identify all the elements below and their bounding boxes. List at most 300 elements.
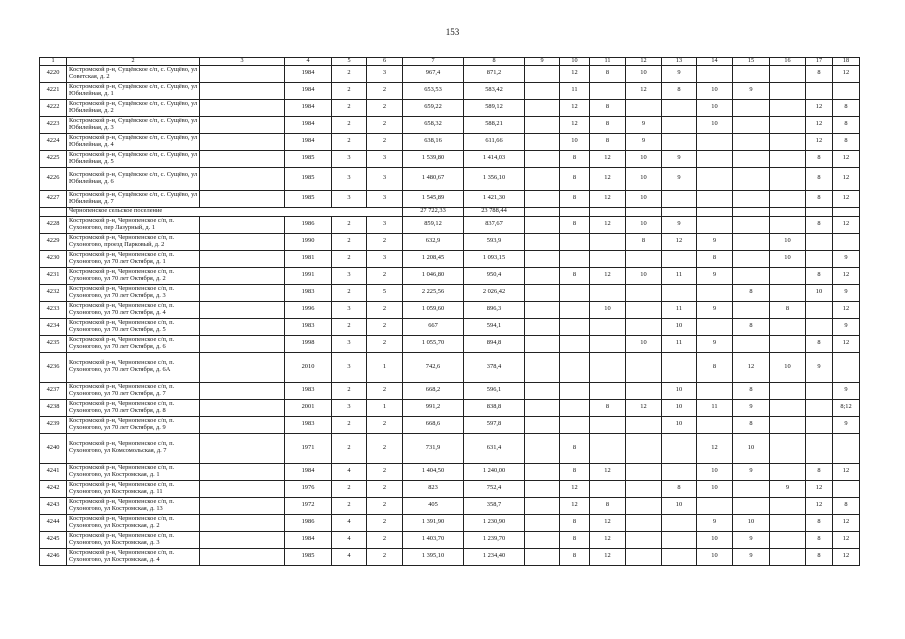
value-cell: 8 [697, 250, 733, 267]
value-cell: 1983 [285, 318, 332, 335]
value-cell [200, 65, 285, 82]
value-cell [626, 497, 662, 514]
value-cell: 11 [662, 267, 697, 284]
value-cell: 9 [697, 335, 733, 352]
value-cell: 1972 [285, 497, 332, 514]
value-cell [626, 284, 662, 301]
value-cell [200, 416, 285, 433]
value-cell: 10 [626, 216, 662, 233]
value-cell [733, 99, 770, 116]
value-cell [770, 99, 806, 116]
value-cell: 597,8 [464, 416, 525, 433]
value-cell [200, 399, 285, 416]
value-cell: 8 [806, 463, 833, 480]
value-cell: 1983 [285, 382, 332, 399]
value-cell: 12 [806, 497, 833, 514]
value-cell: 871,2 [464, 65, 525, 82]
value-cell: 3 [332, 267, 367, 284]
row-number-cell: 4233 [40, 301, 67, 318]
value-cell: 1971 [285, 433, 332, 463]
value-cell [662, 433, 697, 463]
value-cell [662, 250, 697, 267]
value-cell [560, 416, 590, 433]
value-cell [200, 382, 285, 399]
value-cell: 668,2 [403, 382, 464, 399]
value-cell [525, 99, 560, 116]
value-cell: 12 [833, 463, 860, 480]
value-cell: 10 [626, 167, 662, 190]
table-row [40, 190, 860, 207]
value-cell: 8 [806, 267, 833, 284]
value-cell [806, 233, 833, 250]
value-cell: 1 093,15 [464, 250, 525, 267]
value-cell [626, 250, 662, 267]
value-cell: 731,9 [403, 433, 464, 463]
value-cell [733, 190, 770, 207]
value-cell: 8 [560, 167, 590, 190]
value-cell: 2 [367, 548, 403, 565]
value-cell: 12 [833, 150, 860, 167]
value-cell: 1 240,00 [464, 463, 525, 480]
value-cell [200, 514, 285, 531]
value-cell: 9 [833, 250, 860, 267]
value-cell: 9 [662, 167, 697, 190]
value-cell: 12 [697, 433, 733, 463]
value-cell [770, 318, 806, 335]
value-cell [733, 150, 770, 167]
address-cell: Костромской р-н, Чернопенское с/п, п. Сухоногово, ул 70 лет Октября, д. 3 [67, 284, 200, 301]
value-cell [200, 284, 285, 301]
row-number-cell: 4246 [40, 548, 67, 565]
value-cell [200, 531, 285, 548]
column-number-cell: 8 [464, 58, 525, 66]
value-cell: 583,42 [464, 82, 525, 99]
column-number-row [40, 58, 860, 66]
value-cell [833, 233, 860, 250]
value-cell: 12 [590, 150, 626, 167]
group-empty-cell [560, 207, 590, 216]
value-cell [560, 352, 590, 382]
value-cell [560, 250, 590, 267]
value-cell [662, 99, 697, 116]
row-number-cell: 4238 [40, 399, 67, 416]
address-cell: Костромской р-н, Чернопенское с/п, п. Сухоногово, ул Комсомольская, д. 7 [67, 433, 200, 463]
value-cell: 12 [806, 116, 833, 133]
value-cell: 8 [697, 352, 733, 382]
value-cell: 12 [806, 99, 833, 116]
value-cell: 1983 [285, 416, 332, 433]
value-cell: 5 [367, 284, 403, 301]
column-number-cell: 4 [285, 58, 332, 66]
table-row [40, 433, 860, 463]
value-cell: 2 [332, 497, 367, 514]
value-cell [662, 531, 697, 548]
value-cell: 3 [332, 190, 367, 207]
value-cell [662, 514, 697, 531]
value-cell [662, 463, 697, 480]
value-cell [590, 250, 626, 267]
value-cell [833, 352, 860, 382]
value-cell [525, 233, 560, 250]
value-cell [560, 284, 590, 301]
table-row [40, 399, 860, 416]
value-cell [662, 190, 697, 207]
value-cell: 4 [332, 531, 367, 548]
value-cell: 12 [560, 497, 590, 514]
value-cell: 1 414,03 [464, 150, 525, 167]
address-cell: Костромской р-н, Сущёвское с/п, с. Сущёво, ул Юбилейная, д. 1 [67, 82, 200, 99]
value-cell: 12 [833, 531, 860, 548]
value-cell [525, 284, 560, 301]
column-number-cell: 17 [806, 58, 833, 66]
address-cell: Костромской р-н, Чернопенское с/п, п. Сухоногово, ул 70 лет Октября, д. 7 [67, 382, 200, 399]
value-cell [525, 133, 560, 150]
value-cell [200, 233, 285, 250]
address-cell: Костромской р-н, Чернопенское с/п, п. Сухоногово, ул 70 лет Октября, д. 6 [67, 335, 200, 352]
address-cell: Костромской р-н, Чернопенское с/п, п. Сухоногово, ул 70 лет Октября, д. 1 [67, 250, 200, 267]
value-cell: 2 [332, 116, 367, 133]
value-cell [200, 480, 285, 497]
value-cell [590, 82, 626, 99]
value-cell: 2 [332, 433, 367, 463]
value-cell: 12 [590, 167, 626, 190]
value-cell: 9 [733, 463, 770, 480]
group-empty-cell [626, 207, 662, 216]
value-cell: 8 [733, 284, 770, 301]
value-cell: 2 [367, 480, 403, 497]
value-cell: 1 208,45 [403, 250, 464, 267]
value-cell [806, 433, 833, 463]
group-empty-cell [662, 207, 697, 216]
value-cell [806, 250, 833, 267]
group-empty-cell [770, 207, 806, 216]
value-cell [525, 463, 560, 480]
value-cell: 9 [833, 382, 860, 399]
value-cell: 1 230,90 [464, 514, 525, 531]
value-cell: 2001 [285, 399, 332, 416]
value-cell [770, 116, 806, 133]
value-cell: 896,3 [464, 301, 525, 318]
value-cell: 1984 [285, 531, 332, 548]
value-cell: 1998 [285, 335, 332, 352]
value-cell: 9 [662, 150, 697, 167]
value-cell [626, 548, 662, 565]
value-cell: 8;12 [833, 399, 860, 416]
value-cell: 894,8 [464, 335, 525, 352]
value-cell: 10 [626, 150, 662, 167]
value-cell: 11 [697, 399, 733, 416]
value-cell: 837,67 [464, 216, 525, 233]
value-cell [770, 531, 806, 548]
row-number-cell: 4227 [40, 190, 67, 207]
table-row [40, 167, 860, 190]
value-cell [200, 150, 285, 167]
value-cell: 2 [367, 497, 403, 514]
row-number-cell: 4226 [40, 167, 67, 190]
value-cell: 8 [833, 99, 860, 116]
table-row [40, 150, 860, 167]
value-cell: 1991 [285, 267, 332, 284]
value-cell: 1985 [285, 167, 332, 190]
value-cell: 1 391,90 [403, 514, 464, 531]
value-cell: 11 [662, 335, 697, 352]
value-cell: 10 [733, 433, 770, 463]
column-number-cell: 11 [590, 58, 626, 66]
page-number: 153 [445, 27, 460, 37]
address-cell: Костромской р-н, Чернопенское с/п, п. Сухоногово, проезд Парковый, д. 2 [67, 233, 200, 250]
value-cell: 8 [662, 480, 697, 497]
value-cell: 10 [697, 463, 733, 480]
value-cell [770, 133, 806, 150]
settlement-total-area: 27 722,33 [403, 207, 464, 216]
value-cell [560, 233, 590, 250]
value-cell: 9 [833, 318, 860, 335]
column-number-cell: 2 [67, 58, 200, 66]
value-cell: 1990 [285, 233, 332, 250]
value-cell [770, 416, 806, 433]
value-cell: 10 [590, 301, 626, 318]
value-cell [626, 514, 662, 531]
value-cell [525, 167, 560, 190]
value-cell [697, 318, 733, 335]
value-cell: 9 [733, 531, 770, 548]
value-cell: 8 [590, 399, 626, 416]
row-number-cell: 4221 [40, 82, 67, 99]
address-cell: Костромской р-н, Чернопенское с/п, п. Сухоногово, ул Костромская, д. 13 [67, 497, 200, 514]
value-cell: 8 [806, 514, 833, 531]
value-cell: 4 [332, 548, 367, 565]
value-cell: 11 [560, 82, 590, 99]
address-cell: Костромской р-н, Чернопенское с/п, п. Сухоногово, ул Костромская, д. 2 [67, 514, 200, 531]
value-cell [525, 150, 560, 167]
row-number-cell: 4245 [40, 531, 67, 548]
row-number-cell: 4222 [40, 99, 67, 116]
value-cell [525, 531, 560, 548]
table-row [40, 65, 860, 82]
value-cell: 8 [806, 65, 833, 82]
value-cell: 12 [833, 301, 860, 318]
column-number-cell: 12 [626, 58, 662, 66]
value-cell: 8 [626, 233, 662, 250]
table-row [40, 99, 860, 116]
value-cell: 1 059,60 [403, 301, 464, 318]
row-number-cell: 4230 [40, 250, 67, 267]
value-cell: 8 [662, 82, 697, 99]
value-cell: 12 [626, 399, 662, 416]
value-cell [200, 82, 285, 99]
value-cell [200, 216, 285, 233]
column-number-cell: 3 [200, 58, 285, 66]
value-cell [662, 548, 697, 565]
value-cell: 2 [332, 65, 367, 82]
group-empty-cell [590, 207, 626, 216]
row-number-cell: 4231 [40, 267, 67, 284]
value-cell: 9 [626, 133, 662, 150]
value-cell [626, 318, 662, 335]
value-cell: 1986 [285, 514, 332, 531]
value-cell: 10 [697, 82, 733, 99]
value-cell [806, 318, 833, 335]
group-empty-cell [525, 207, 560, 216]
table-row [40, 352, 860, 382]
value-cell [806, 399, 833, 416]
value-cell [525, 335, 560, 352]
value-cell: 2 [332, 133, 367, 150]
row-number-cell: 4225 [40, 150, 67, 167]
value-cell: 1 234,40 [464, 548, 525, 565]
group-empty-cell [40, 207, 67, 216]
table-row [40, 548, 860, 565]
value-cell [770, 267, 806, 284]
value-cell [697, 416, 733, 433]
row-number-cell: 4239 [40, 416, 67, 433]
value-cell: 3 [367, 216, 403, 233]
value-cell [733, 233, 770, 250]
value-cell: 1984 [285, 116, 332, 133]
value-cell: 2 [367, 463, 403, 480]
value-cell: 12 [833, 548, 860, 565]
value-cell: 1 239,70 [464, 531, 525, 548]
address-cell: Костромской р-н, Чернопенское с/п, п. Сухоногово, ул Костромская, д. 1 [67, 463, 200, 480]
value-cell: 1984 [285, 133, 332, 150]
value-cell [733, 267, 770, 284]
value-cell: 12 [626, 82, 662, 99]
value-cell [626, 99, 662, 116]
value-cell [200, 116, 285, 133]
value-cell [525, 497, 560, 514]
value-cell: 859,12 [403, 216, 464, 233]
value-cell [733, 133, 770, 150]
value-cell [590, 352, 626, 382]
value-cell: 2 [367, 531, 403, 548]
value-cell: 8 [733, 382, 770, 399]
value-cell: 588,21 [464, 116, 525, 133]
value-cell: 1 046,80 [403, 267, 464, 284]
value-cell [200, 433, 285, 463]
value-cell [733, 301, 770, 318]
value-cell: 991,2 [403, 399, 464, 416]
address-cell: Костромской р-н, Сущёвское с/п, с. Сущёво, ул Юбилейная, д. 3 [67, 116, 200, 133]
value-cell: 3 [332, 335, 367, 352]
row-number-cell: 4237 [40, 382, 67, 399]
value-cell [525, 382, 560, 399]
value-cell: 611,66 [464, 133, 525, 150]
value-cell: 1985 [285, 190, 332, 207]
column-number-cell: 1 [40, 58, 67, 66]
value-cell [833, 480, 860, 497]
value-cell [733, 480, 770, 497]
value-cell: 950,4 [464, 267, 525, 284]
value-cell [560, 335, 590, 352]
address-cell: Костромской р-н, Сущёвское с/п, с. Сущёво, ул Юбилейная, д. 2 [67, 99, 200, 116]
address-cell: Костромской р-н, Сущёвское с/п, с. Сущёво, ул Юбилейная, д. 6 [67, 167, 200, 190]
value-cell: 838,8 [464, 399, 525, 416]
housing-register-table [39, 57, 860, 566]
value-cell: 12 [833, 190, 860, 207]
value-cell [626, 352, 662, 382]
value-cell [590, 318, 626, 335]
value-cell [200, 167, 285, 190]
value-cell: 593,9 [464, 233, 525, 250]
table-row [40, 531, 860, 548]
value-cell: 1 539,80 [403, 150, 464, 167]
value-cell: 596,1 [464, 382, 525, 399]
address-cell: Костромской р-н, Чернопенское с/п, п. Сухоногово, ул 70 лет Октября, д. 2 [67, 267, 200, 284]
row-number-cell: 4220 [40, 65, 67, 82]
value-cell [806, 82, 833, 99]
address-cell: Костромской р-н, Чернопенское с/п, п. Сухоногово, ул Костромская, д. 3 [67, 531, 200, 548]
value-cell: 2 [367, 335, 403, 352]
value-cell: 9 [662, 65, 697, 82]
row-number-cell: 4242 [40, 480, 67, 497]
table-row [40, 250, 860, 267]
value-cell: 10 [662, 318, 697, 335]
value-cell: 2010 [285, 352, 332, 382]
value-cell [200, 318, 285, 335]
value-cell: 1981 [285, 250, 332, 267]
value-cell [590, 480, 626, 497]
value-cell [770, 548, 806, 565]
value-cell [200, 497, 285, 514]
value-cell [733, 335, 770, 352]
value-cell: 8 [590, 99, 626, 116]
value-cell: 12 [560, 65, 590, 82]
row-number-cell: 4241 [40, 463, 67, 480]
value-cell: 12 [560, 116, 590, 133]
table-row [40, 382, 860, 399]
address-cell: Костромской р-н, Чернопенское с/п, п. Сухоногово, ул 70 лет Октября, д. 5 [67, 318, 200, 335]
value-cell: 12 [590, 548, 626, 565]
column-number-cell: 16 [770, 58, 806, 66]
value-cell: 9 [733, 82, 770, 99]
value-cell [770, 497, 806, 514]
value-cell: 8 [770, 301, 806, 318]
value-cell: 12 [833, 335, 860, 352]
value-cell [770, 463, 806, 480]
column-number-cell: 15 [733, 58, 770, 66]
value-cell: 1 480,67 [403, 167, 464, 190]
address-cell: Костромской р-н, Чернопенское с/п, п. Сухоногово, ул 70 лет Октября, д. 8 [67, 399, 200, 416]
value-cell: 1983 [285, 284, 332, 301]
value-cell [525, 416, 560, 433]
group-empty-cell [697, 207, 733, 216]
value-cell [525, 65, 560, 82]
value-cell: 2 [332, 382, 367, 399]
group-empty-cell [833, 207, 860, 216]
value-cell [626, 480, 662, 497]
value-cell: 2 [367, 416, 403, 433]
value-cell: 10 [662, 399, 697, 416]
value-cell [200, 267, 285, 284]
value-cell [590, 416, 626, 433]
value-cell: 8 [806, 190, 833, 207]
column-number-cell: 14 [697, 58, 733, 66]
value-cell [733, 116, 770, 133]
value-cell: 11 [662, 301, 697, 318]
value-cell [525, 250, 560, 267]
table-row [40, 301, 860, 318]
value-cell: 2 [332, 480, 367, 497]
table-row [40, 267, 860, 284]
value-cell: 12 [590, 531, 626, 548]
address-cell: Костромской р-н, Чернопенское с/п, п. Сухоногово, ул 70 лет Октября, д. 9 [67, 416, 200, 433]
value-cell [733, 65, 770, 82]
value-cell: 9 [626, 116, 662, 133]
value-cell: 8 [560, 514, 590, 531]
value-cell [590, 284, 626, 301]
value-cell: 2 [332, 216, 367, 233]
value-cell [525, 116, 560, 133]
